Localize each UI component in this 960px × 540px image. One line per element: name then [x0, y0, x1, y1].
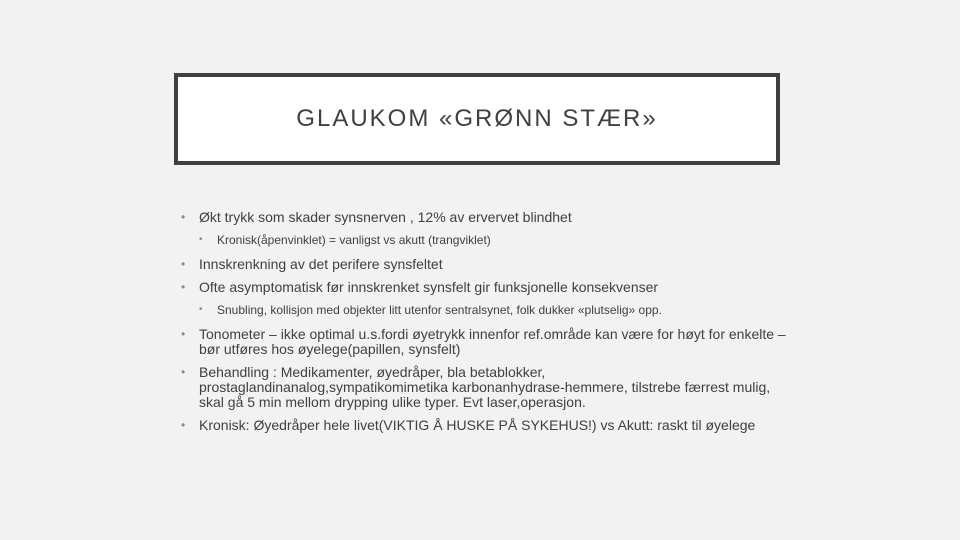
bullet-item [168, 365, 788, 410]
bullet-text: Kronisk: Øyedråper hele livet(VIKTIG Å HUSKE PÅ SYKEHUS!) vs Akutt: raskt til øyelege [199, 417, 756, 433]
bullet-item [168, 210, 788, 225]
bullet-icon: • [181, 327, 186, 341]
sub-bullet-item [168, 303, 788, 317]
bullet-item [168, 327, 788, 357]
bullet-text: Kronisk(åpenvinklet) = vanligst vs akutt (trangviklet) [217, 233, 491, 247]
bullet-icon: • [181, 280, 186, 294]
bullet-item [168, 280, 788, 295]
bullet-icon: • [181, 418, 186, 432]
slide-title: GLAUKOM «GRØNN STÆR» [296, 105, 658, 132]
bullet-list [168, 210, 788, 441]
bullet-text: Tonometer – ikke optimal u.s.fordi øyetrykk innenfor ref.område kan være for høyt for enkelte – bør utføres hos øyelege(papillen, synsfelt) [199, 326, 786, 357]
bullet-icon: • [181, 257, 186, 271]
bullet-icon: • [181, 210, 186, 224]
bullet-text: Ofte asymptomatisk før innskrenket synsfelt gir funksjonelle konsekvenser [199, 279, 659, 295]
bullet-item [168, 257, 788, 272]
bullet-text: Snubling, kollisjon med objekter litt utenfor sentralsynet, folk dukker «plutselig» opp. [217, 303, 662, 317]
bullet-text: Innskrenkning av det perifere synsfeltet [199, 256, 443, 272]
bullet-icon: • [199, 234, 203, 245]
bullet-icon: • [181, 365, 186, 379]
bullet-text: Økt trykk som skader synsnerven , 12% av ervervet blindhet [199, 209, 572, 225]
sub-bullet-item [168, 233, 788, 247]
bullet-text: Behandling : Medikamenter, øyedråper, bla betablokker, prostaglandinanalog,sympatikomimetika karbonanhydrase-hemmere, tilstrebe færrest mulig, skal gå 5 min mellom drypping ulike typer. Evt laser,operasjon. [199, 364, 771, 410]
title-box [174, 73, 780, 165]
bullet-item [168, 418, 788, 433]
bullet-icon: • [199, 304, 203, 315]
